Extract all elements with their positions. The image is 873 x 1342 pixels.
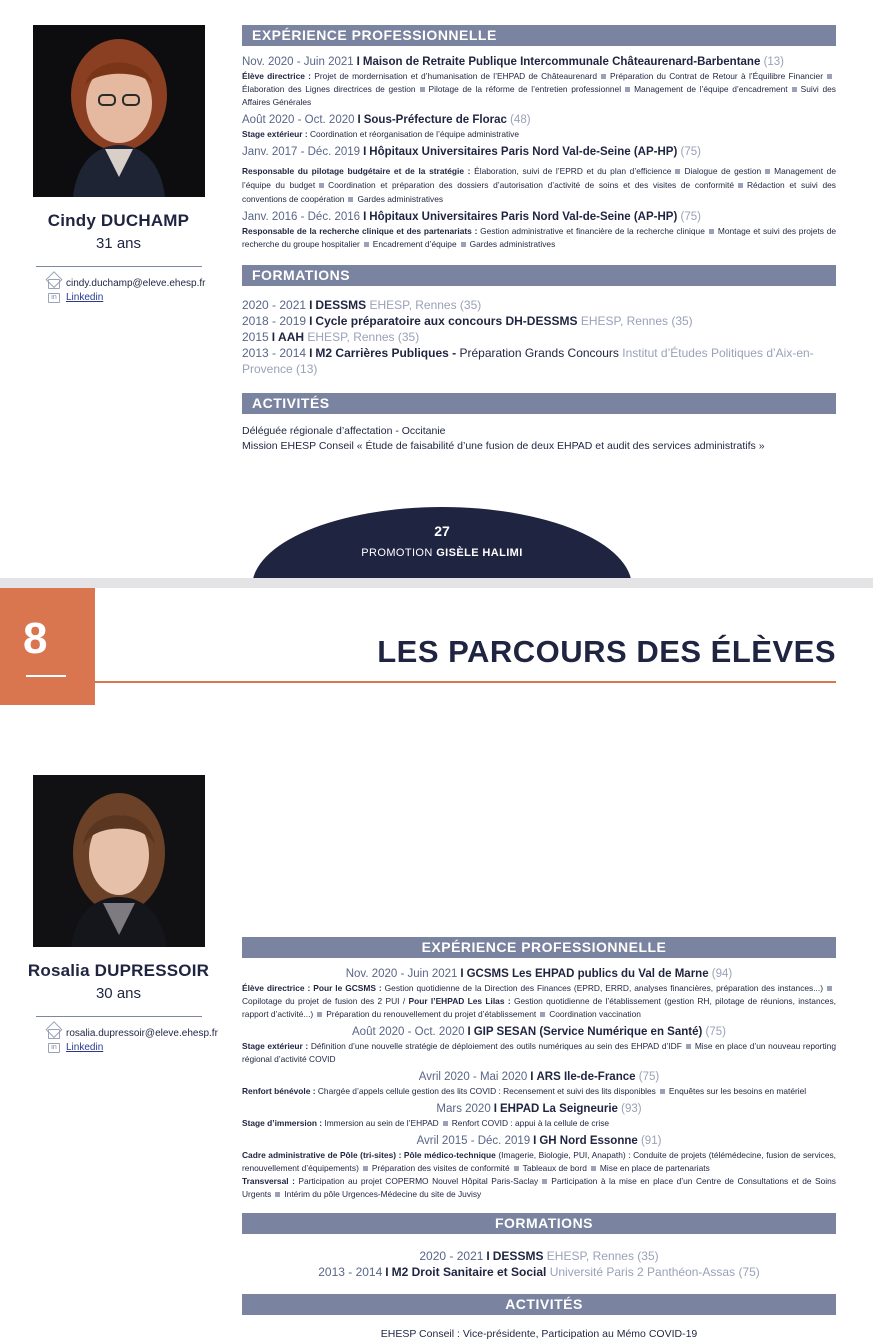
- entry-period: Avril 2020 - Mai 2020: [418, 1071, 528, 1083]
- entry-description: Responsable du pilotage budgétaire et de la stratégie : Élaboration, suivi de l’EPRD et du plan d’efficience Dialogue de gestion Management de l’équipe du budget Coordination et préparation des dossiers d’autorisation d’activité de soins et des visites de conformité Rédaction et suivi des conventions de coopération Gardes administratives: [242, 166, 837, 204]
- entry-period: Nov. 2020 - Juin 2021: [345, 968, 458, 980]
- profile2-content: [242, 937, 836, 1342]
- profile2-experience-entry: Août 2020 - Oct. 2020 I GIP SESAN (Service Numérique en Santé) (75) Stage extérieur : Définition d’une nouvelle stratégie de déploiement des outils numériques au sein des EHPAD d’IDF Mise en place d’un nouveau reporting régional d’activité COVID: [242, 1026, 836, 1064]
- profile2-activities-header: ACTIVITÉS: [242, 1294, 836, 1315]
- profile1-age: 31 ans: [95, 235, 142, 252]
- formation-item: 2015 I AAH EHESP, Rennes (35): [242, 330, 420, 344]
- profile2-divider: [36, 1016, 202, 1017]
- profile2-age: 30 ans: [95, 985, 142, 1002]
- linkedin-icon: in: [48, 1043, 60, 1053]
- profile1-divider: [36, 266, 202, 267]
- entry-description: Stage extérieur : Définition d’une nouvelle stratégie de déploiement des outils numériques au sein des EHPAD d’IDF Mise en place d’un nouveau reporting régional d’activité COVID: [242, 1041, 836, 1064]
- entry-org: GIP SESAN (Service Numérique en Santé): [473, 1026, 703, 1038]
- chapter-number-underline: [26, 675, 66, 677]
- promotion-label: PROMOTION GISÈLE HALIMI: [361, 547, 523, 559]
- entry-period: Août 2020 - Oct. 2020: [242, 114, 355, 126]
- profile2-activities-list: [242, 1327, 836, 1342]
- profile2-email[interactable]: rosalia.dupressoir@eleve.ehesp.fr: [66, 1028, 218, 1039]
- envelope-icon: [48, 1029, 60, 1039]
- profile1-photo: [33, 25, 205, 197]
- chapter-rule: [95, 681, 836, 683]
- entry-org: GH Nord Essonne: [539, 1135, 638, 1147]
- profile2-formations-list: [242, 1248, 836, 1280]
- profile1-formations-list: [242, 297, 836, 377]
- formation-item: 2018 - 2019 I Cycle préparatoire aux concours DH-DESSMS EHESP, Rennes (35): [242, 314, 693, 328]
- profile1-experience-entry: Nov. 2020 - Juin 2021 I Maison de Retraite Publique Intercommunale Châteaurenard-Barbentane (13) Élève directrice : Projet de mordernisation et d’humanisation de l’EHPAD de Châteaurenard Préparation du Contrat de Retour à l’Équilibre FinancierÉlaboration des Lignes directrices de gestion Pilotage de la réforme de l’entretien professionnel Management de l’équipe d’encadrement Suivi des Affaires Générales: [242, 56, 836, 107]
- page-top: [0, 0, 873, 578]
- linkedin-icon: in: [48, 293, 60, 303]
- entry-description: Renfort bénévole : Chargée d’appels cellule gestion des lits COVID : Recensement et suivi des lits disponibles Enquêtes sur les besoins en matériel: [242, 1086, 807, 1096]
- formation-item: 2020 - 2021 I DESSMS EHESP, Rennes (35): [242, 298, 482, 312]
- profile2-email-row: [48, 1027, 237, 1041]
- entry-org: Hôpitaux Universitaires Paris Nord Val-de-Seine (AP-HP): [369, 211, 678, 223]
- page-number: 27: [434, 523, 450, 539]
- entry-dept: (93): [621, 1103, 642, 1115]
- entry-dept: (48): [510, 114, 531, 126]
- entry-period: Janv. 2016 - Déc. 2016: [242, 211, 361, 223]
- entry-description: Élève directrice : Pour le GCSMS : Gestion quotidienne de la Direction des Finances (EPRD, ERRD, analyses financières, préparation des instances...)Copilotage du projet de fusion des 2 PUI / Pour l’EHPAD Les Lilas : Gestion quotidienne de l’établissement (gestion RH, pilotage de réunions, instances, rapport d’activité...) Préparation du renouvellement du projet d’établissement Coordination vaccination: [242, 983, 836, 1019]
- profile2-experience-header: EXPÉRIENCE PROFESSIONNELLE: [242, 937, 836, 958]
- profile1-experience-entry: Janv. 2017 - Déc. 2019 I Hôpitaux Universitaires Paris Nord Val-de-Seine (AP-HP) (75) Responsable du pilotage budgétaire et de la stratégie : Élaboration, suivi de l’EPRD et du plan d’efficience Dialogue de gestion Management de l’équipe du budget Coordination et préparation des dossiers d’autorisation d’activité de soins et des visites de conformité Rédaction et suivi des conventions de coopération Gardes administratives: [242, 146, 837, 204]
- profile2-linkedin-link[interactable]: Linkedin: [66, 1042, 104, 1053]
- entry-org: Hôpitaux Universitaires Paris Nord Val-de-Seine (AP-HP): [369, 146, 678, 158]
- profile2-formations-header: FORMATIONS: [242, 1213, 836, 1234]
- profile2-name: Rosalia DUPRESSOIR: [27, 961, 210, 980]
- profile1-contact: [0, 277, 237, 305]
- profile1-name: Cindy DUCHAMP: [47, 211, 190, 230]
- profile2-contact: [0, 1027, 237, 1055]
- profile1-experience-entry: Août 2020 - Oct. 2020 I Sous-Préfecture de Florac (48) Stage extérieur : Coordination et réorganisation de l’équipe administrative: [242, 113, 836, 141]
- entry-org: ARS Ile-de-France: [536, 1071, 636, 1083]
- profile1-activities-list: [242, 424, 836, 454]
- entry-period: Avril 2015 - Déc. 2019: [416, 1135, 531, 1147]
- entry-period: Août 2020 - Oct. 2020: [352, 1026, 465, 1038]
- entry-description: Stage extérieur : Coordination et réorganisation de l’équipe administrative: [242, 129, 520, 139]
- profile1-sidebar: [0, 25, 237, 305]
- profile2-experience-entry: Mars 2020 I EHPAD La Seigneurie (93) Stage d’immersion : Immersion au sein de l’EHPAD Renfort COVID : appui à la cellule de crise: [242, 1102, 836, 1130]
- chapter-number-box: [0, 588, 95, 705]
- profile1-email[interactable]: cindy.duchamp@eleve.ehesp.fr: [66, 278, 206, 289]
- activity-item: Mission EHESP Conseil « Étude de faisabilité d’une fusion de deux EHPAD et audit des services administratifs »: [242, 440, 765, 452]
- profile2-photo: [33, 775, 205, 947]
- profile1-experience-header: EXPÉRIENCE PROFESSIONNELLE: [242, 25, 836, 46]
- profile2-sidebar: [0, 775, 837, 1340]
- profile2-experience-entry: Avril 2020 - Mai 2020 I ARS Ile-de-France (75) Renfort bénévole : Chargée d’appels cellule gestion des lits COVID : Recensement et suivi des lits disponibles Enquêtes sur les besoins en matériel: [242, 1070, 836, 1098]
- entry-period: Nov. 2020 - Juin 2021: [242, 56, 354, 68]
- entry-dept: (94): [711, 968, 733, 980]
- profile1-linkedin-link[interactable]: Linkedin: [66, 292, 104, 303]
- profile2-linkedin-row: [48, 1041, 237, 1055]
- profile2-experience-entry: Nov. 2020 - Juin 2021 I GCSMS Les EHPAD publics du Val de Marne (94) Élève directrice : Pour le GCSMS : Gestion quotidienne de la Direction des Finances (EPRD, ERRD, analyses financières, préparation des instances...)Copilotage du projet de fusion des 2 PUI / Pour l’EHPAD Les Lilas : Gestion quotidienne de l’établissement (gestion RH, pilotage de réunions, instances, rapport d’activité...) Préparation du renouvellement du projet d’établissement Coordination vaccination: [242, 968, 836, 1019]
- profile1-linkedin-row: [48, 291, 237, 305]
- entry-org: GCSMS Les EHPAD publics du Val de Marne: [466, 968, 709, 980]
- entry-description: Stage d’immersion : Immersion au sein de l’EHPAD Renfort COVID : appui à la cellule de crise: [242, 1118, 610, 1128]
- entry-dept: (91): [640, 1135, 662, 1147]
- page-bottom: [0, 588, 873, 1340]
- entry-dept: (75): [638, 1071, 660, 1083]
- entry-dept: (75): [705, 1026, 726, 1038]
- entry-description: Élève directrice : Projet de mordernisation et d’humanisation de l’EHPAD de Châteaurenard Préparation du Contrat de Retour à l’Équilibre FinancierÉlaboration des Lignes directrices de gestion Pilotage de la réforme de l’entretien professionnel Management de l’équipe d’encadrement Suivi des Affaires Générales: [242, 71, 836, 107]
- entry-dept: (75): [680, 211, 701, 223]
- activity-item: EHESP Conseil : Vice-présidente, Participation au Mémo COVID-19: [380, 1328, 698, 1340]
- entry-dept: (13): [763, 56, 785, 68]
- entry-description: Cadre administrative de Pôle (tri-sites) : Pôle médico-technique (Imagerie, Biologie, PUI, Anapath) : Conduite de projets (télémédecine, fusion de services, renouvellement d’équipements) Préparation des visites de conformité Tableaux de bord Mise en place de partenariats Transversal : Participation au projet COPERMO Nouvel Hôpital Paris-Saclay Participation à la mise en place d’un Centre de Consultations et de Soins Urgents Intérim du pôle Urgences-Médecine du site de Juvisy: [242, 1150, 837, 1199]
- entry-org: EHPAD La Seigneurie: [499, 1103, 618, 1115]
- entry-period: Mars 2020: [436, 1103, 491, 1115]
- profile1-activities-header: ACTIVITÉS: [242, 393, 836, 414]
- entry-dept: (75): [680, 146, 701, 158]
- page-separator: [0, 578, 873, 588]
- profile1-experience-entry: Janv. 2016 - Déc. 2016 I Hôpitaux Universitaires Paris Nord Val-de-Seine (AP-HP) (75) Responsable de la recherche clinique et des partenariats : Gestion administrative et financière de la recherche clinique Montage et suivi des projets de recherche du groupe hospitalier Encadrement d’équipe Gardes administratives: [242, 211, 837, 249]
- formation-item: 2013 - 2014 I M2 Droit Sanitaire et Social Université Paris 2 Panthéon-Assas (75): [318, 1265, 760, 1279]
- entry-org: Sous-Préfecture de Florac: [363, 114, 507, 126]
- profile1-content: [242, 25, 836, 454]
- formation-item: 2013 - 2014 I M2 Carrières Publiques - Préparation Grands Concours Institut d’Études Politiques d’Aix-en-Provence (13): [242, 346, 814, 376]
- chapter-number: 8: [23, 614, 48, 663]
- profile1-formations-header: FORMATIONS: [242, 265, 836, 286]
- entry-description: Responsable de la recherche clinique et des partenariats : Gestion administrative et financière de la recherche clinique Montage et suivi des projets de recherche du groupe hospitalier Encadrement d’équipe Gardes administratives: [242, 226, 837, 249]
- activity-item: Déléguée régionale d’affectation - Occitanie: [242, 425, 446, 437]
- profile2-experience-entry: Avril 2015 - Déc. 2019 I GH Nord Essonne (91) Cadre administrative de Pôle (tri-sites) : Pôle médico-technique (Imagerie, Biologie, PUI, Anapath) : Conduite de projets (télémédecine, fusion de services, renouvellement d’équipements) Préparation des visites de conformité Tableaux de bord Mise en place de partenariats Transversal : Participation au projet COPERMO Nouvel Hôpital Paris-Saclay Participation à la mise en place d’un Centre de Consultations et de Soins Urgents Intérim du pôle Urgences-Médecine du site de Juvisy: [242, 1135, 837, 1199]
- envelope-icon: [48, 279, 60, 289]
- formation-item: 2020 - 2021 I DESSMS EHESP, Rennes (35): [419, 1249, 659, 1263]
- entry-period: Janv. 2017 - Déc. 2019: [242, 146, 361, 158]
- chapter-title: LES PARCOURS DES ÉLÈVES: [377, 634, 836, 669]
- profile1-email-row: [48, 277, 237, 291]
- entry-org: Maison de Retraite Publique Intercommunale Châteaurenard-Barbentane: [362, 56, 761, 68]
